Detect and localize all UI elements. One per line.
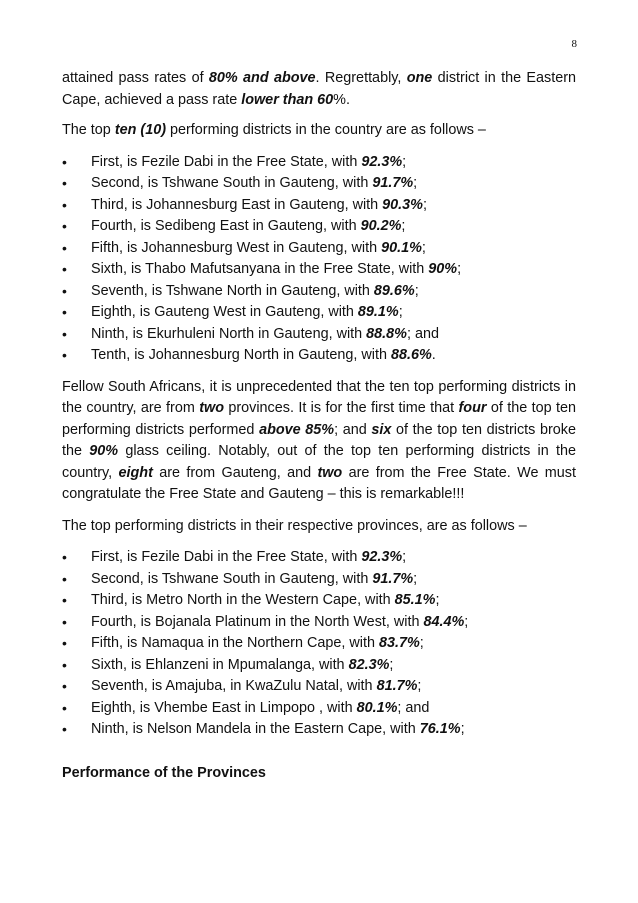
page-number: 8 — [571, 38, 577, 50]
fellow-paragraph: Fellow South Africans, it is unprecedented that the ten top performing districts in the country, are from two provinces. It is for the first time that four of the top ten performing districts performed above 85%; and six of the top ten districts broke the 90% glass ceiling. Notably, out of the top ten performing districts in the country, eight are from Gauteng, and two are from the Free State. We must congratulate the Free State and Gauteng – this is remarkable!!! — [62, 378, 576, 502]
list-item: • Fifth, is Namaqua in the Northern Cape, with 83.7%; — [62, 633, 576, 655]
emphasis: 80% and above — [208, 70, 316, 86]
list-item: • Second, is Tshwane South in Gauteng, with 91.7%; — [62, 173, 576, 195]
list-item: • Ninth, is Nelson Mandela in the Eastern Cape, with 76.1%; — [62, 719, 576, 741]
document-body — [62, 68, 576, 784]
emphasis: ten (10) — [114, 122, 166, 138]
list-item: • Seventh, is Amajuba, in KwaZulu Natal, with 81.7%; — [62, 676, 576, 698]
emphasis: one — [406, 70, 433, 86]
provincial-list — [62, 547, 576, 741]
list-item: • Fifth, is Johannesburg West in Gauteng, with 90.1%; — [62, 238, 576, 260]
emphasis: lower than 60 — [241, 91, 334, 108]
list-item: • First, is Fezile Dabi in the Free State, with 92.3%; — [62, 152, 576, 174]
list-item: • Fourth, is Sedibeng East in Gauteng, with 90.2%; — [62, 216, 576, 238]
text-run: . Regrettably, — [315, 70, 407, 86]
list-item: • Third, is Metro North in the Western Cape, with 85.1%; — [62, 590, 576, 612]
list-item: • First, is Fezile Dabi in the Free State, with 92.3%; — [62, 547, 576, 569]
list-item: • Seventh, is Tshwane North in Gauteng, with 89.6%; — [62, 281, 576, 303]
top-ten-intro — [62, 120, 576, 142]
text-run: %. — [333, 91, 350, 108]
provincial-intro: The top performing districts in their respective provinces, are as follows – — [62, 517, 527, 534]
text-run: The top — [62, 122, 115, 138]
list-item: • Eighth, is Gauteng West in Gauteng, with 89.1%; — [62, 302, 576, 324]
list-item: • Second, is Tshwane South in Gauteng, with 91.7%; — [62, 569, 576, 591]
text-run: performing districts in the country are as follows – — [166, 122, 486, 138]
text-run: attained pass rates of — [62, 70, 209, 86]
intro-paragraph — [62, 68, 576, 111]
section-heading: Performance of the Provinces — [62, 764, 266, 781]
list-item: • Eighth, is Vhembe East in Limpopo , with 80.1%; and — [62, 698, 576, 720]
list-item: • Third, is Johannesburg East in Gauteng, with 90.3%; — [62, 195, 576, 217]
list-item: • Sixth, is Ehlanzeni in Mpumalanga, with 82.3%; — [62, 655, 576, 677]
list-item: • Fourth, is Bojanala Platinum in the North West, with 84.4%; — [62, 612, 576, 634]
top-ten-list — [62, 152, 576, 367]
list-item: • Sixth, is Thabo Mafutsanyana in the Free State, with 90%; — [62, 259, 576, 281]
list-item: • Tenth, is Johannesburg North in Gauteng, with 88.6%. — [62, 345, 576, 367]
text-run: district in the Eastern Cape, achieved a pass rate — [62, 70, 576, 108]
list-item: • Ninth, is Ekurhuleni North in Gauteng, with 88.8%; and — [62, 324, 576, 346]
